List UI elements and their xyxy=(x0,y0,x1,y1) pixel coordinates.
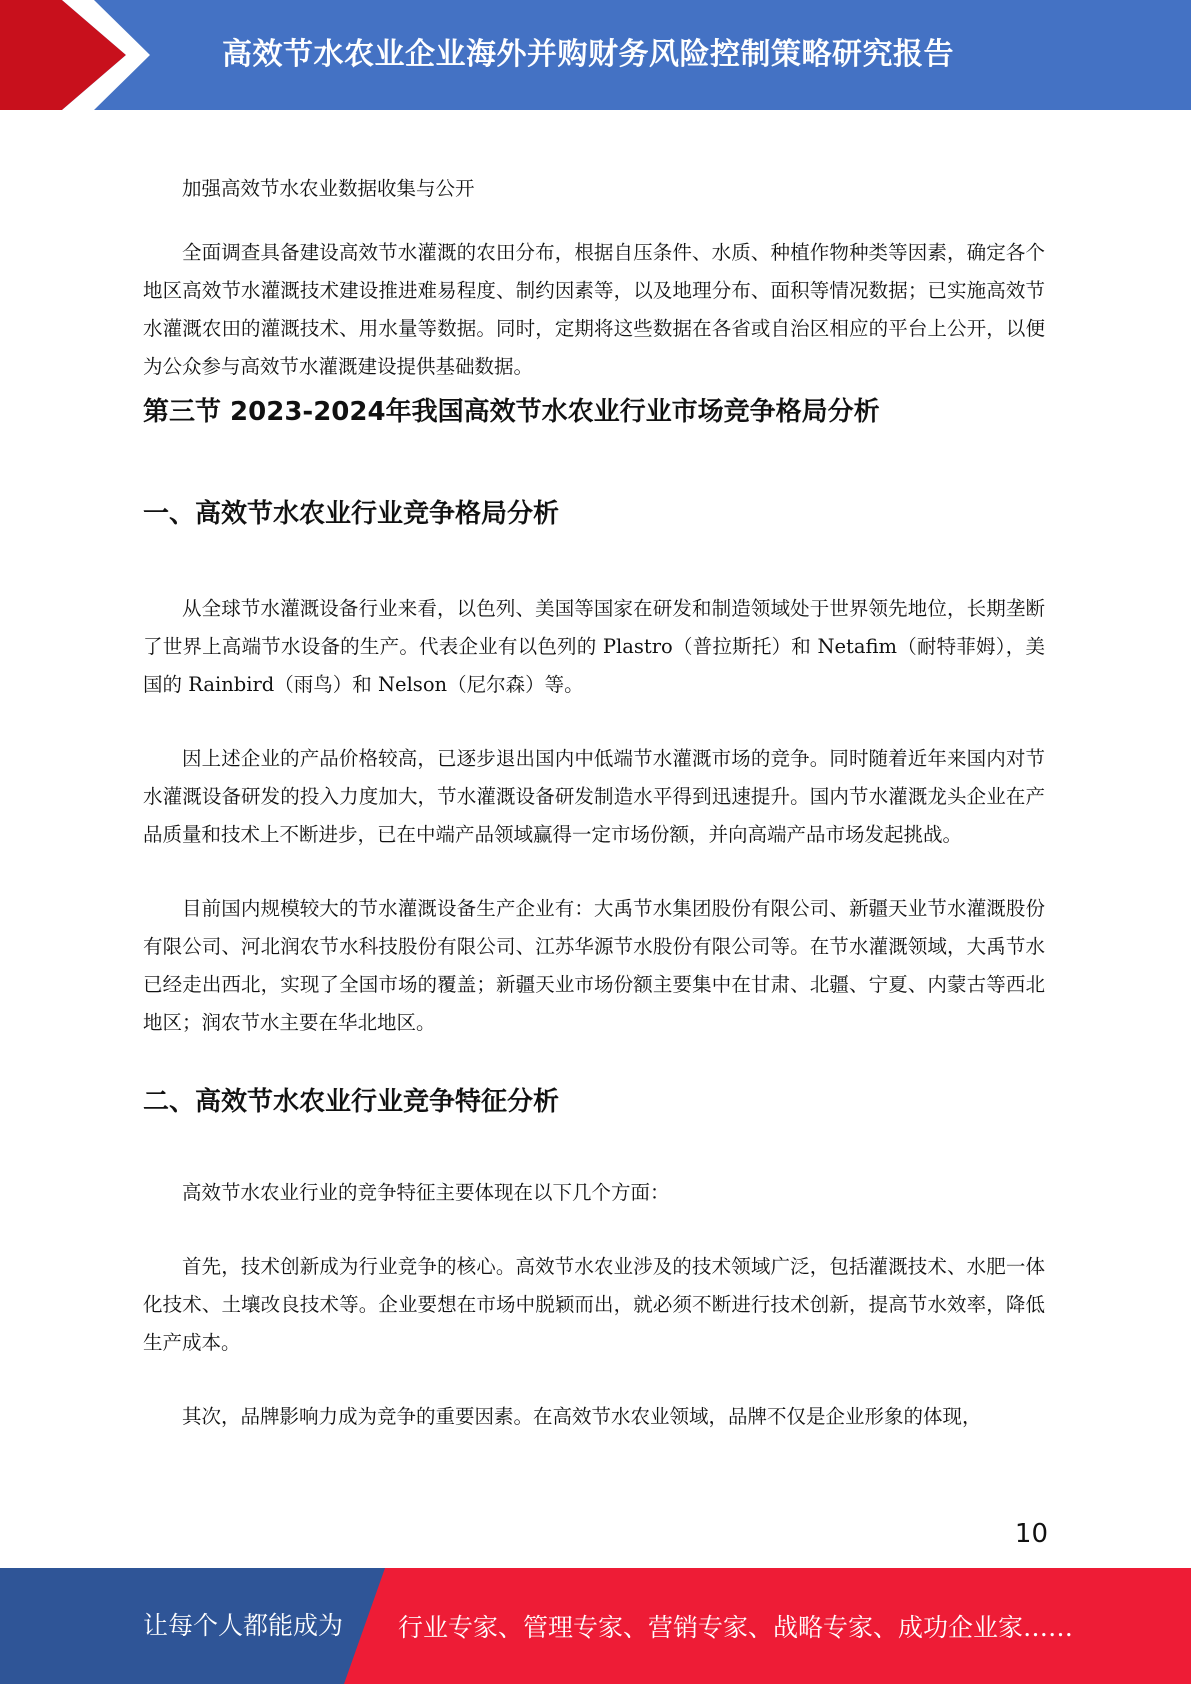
page-footer xyxy=(0,1568,1191,1684)
paragraph-technology-innovation: 首先，技术创新成为行业竞争的核心。高效节水农业涉及的技术领域广泛，包括灌溉技术、水肥一体化技术、土壤改良技术等。企业要想在市场中脱颖而出，就必须不断进行技术创新，提高节水效率，降低生产成本。 xyxy=(143,1255,1045,1354)
subheading-competition-features: 二、高效节水农业行业竞争特征分析 xyxy=(143,1087,560,1117)
footer-slogan-right: 行业专家、管理专家、营销专家、战略专家、成功企业家…… xyxy=(398,1613,1074,1642)
page-header xyxy=(0,0,1191,110)
paragraph-domestic-companies: 目前国内规模较大的节水灌溉设备生产企业有：大禹节水集团股份有限公司、新疆天业节水灌溉股份有限公司、河北润农节水科技股份有限公司、江苏华源节水股份有限公司等。在节水灌溉领域，大禹节水已经走出西北，实现了全国市场的覆盖；新疆天业市场份额主要集中在甘肃、北疆、宁夏、内蒙古等西北地区；润农节水主要在华北地区。 xyxy=(143,897,1045,1034)
header-arrow-decoration xyxy=(0,0,160,110)
paragraph-global-industry: 从全球节水灌溉设备行业来看，以色列、美国等国家在研发和制造领域处于世界领先地位，长期垄断了世界上高端节水设备的生产。代表企业有以色列的 Plastro（普拉斯托）和 Netafim（耐特菲姆），美国的 Rainbird（雨鸟）和 Nelson（尼尔森）等。 xyxy=(143,597,1045,696)
section-heading: 第三节 2023-2024年我国高效节水农业行业市场竞争格局分析 xyxy=(143,397,880,427)
page-number: 10 xyxy=(1014,1519,1048,1549)
paragraph-features-intro: 高效节水农业行业的竞争特征主要体现在以下几个方面： xyxy=(182,1181,670,1204)
document-body xyxy=(143,170,1045,1436)
footer-slogan-left: 让每个人都能成为 xyxy=(143,1611,344,1640)
paragraph-survey: 全面调查具备建设高效节水灌溉的农田分布，根据自压条件、水质、种植作物种类等因素，确定各个地区高效节水灌溉技术建设推进难易程度、制约因素等，以及地理分布、面积等情况数据；已实施高效节水灌溉农田的灌溉技术、用水量等数据。同时，定期将这些数据在各省或自治区相应的平台上公开，以便为公众参与高效节水灌溉建设提供基础数据。 xyxy=(143,241,1045,378)
subheading-competition-landscape: 一、高效节水农业行业竞争格局分析 xyxy=(143,499,560,529)
header-title: 高效节水农业企业海外并购财务风险控制策略研究报告 xyxy=(222,37,954,72)
paragraph-domestic-market: 因上述企业的产品价格较高，已逐步退出国内中低端节水灌溉市场的竞争。同时随着近年来国内对节水灌溉设备研发的投入力度加大，节水灌溉设备研发制造水平得到迅速提升。国内节水灌溉龙头企业在产品质量和技术上不断进步，已在中端产品领域赢得一定市场份额，并向高端产品市场发起挑战。 xyxy=(143,747,1045,846)
paragraph-data-collection-heading: 加强高效节水农业数据收集与公开 xyxy=(182,177,475,200)
paragraph-brand-influence: 其次，品牌影响力成为竞争的重要因素。在高效节水农业领域，品牌不仅是企业形象的体现， xyxy=(182,1405,982,1428)
